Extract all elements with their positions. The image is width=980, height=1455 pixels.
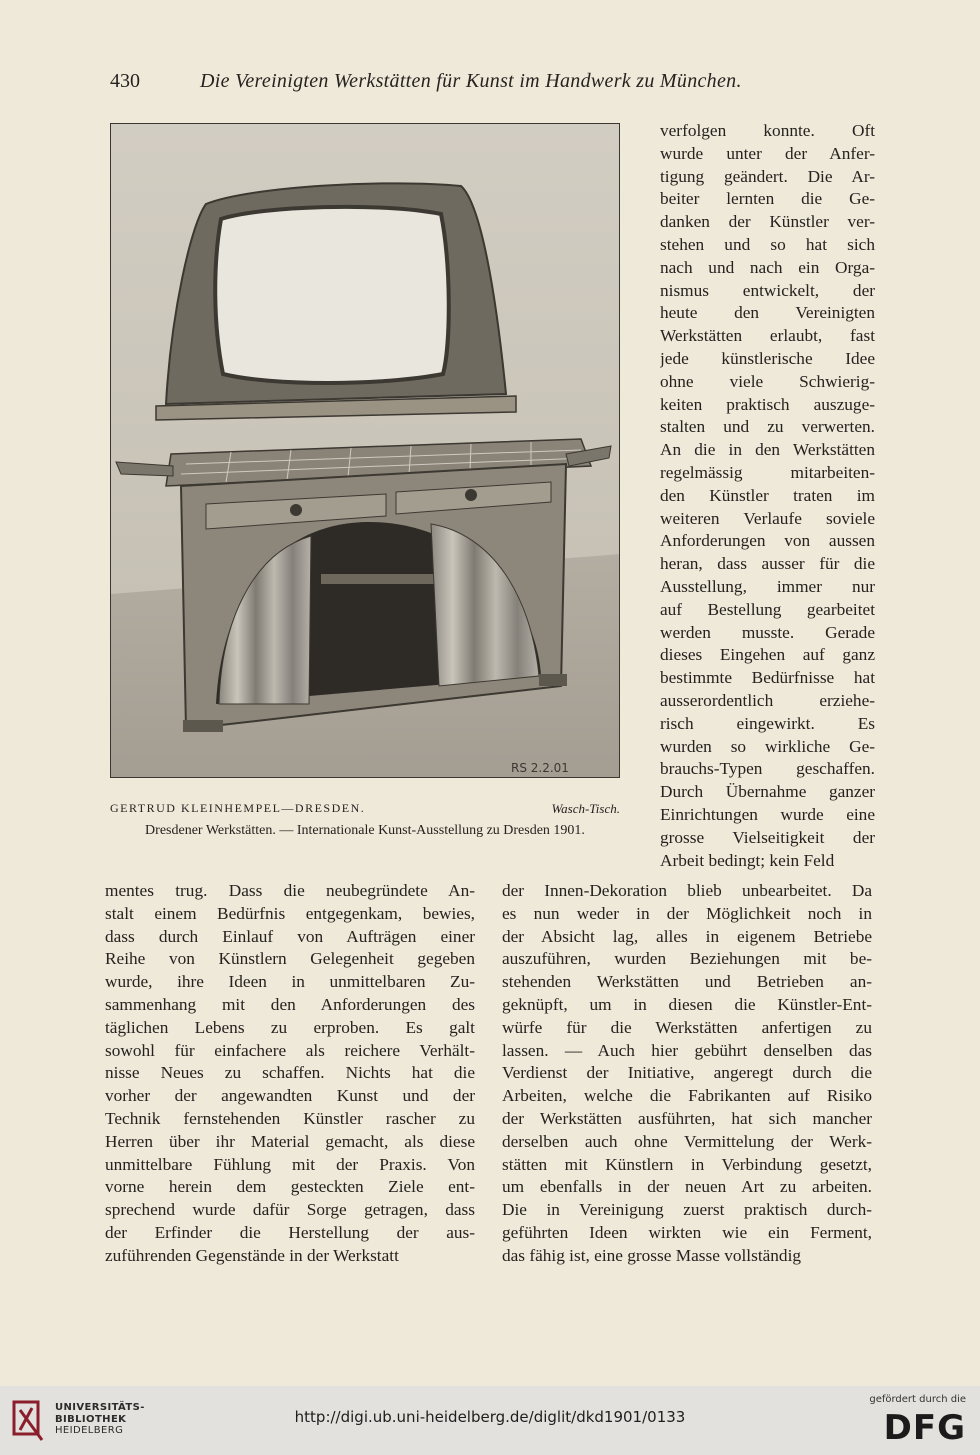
text-line: das fähig ist, eine grosse Masse vollständig	[502, 1245, 802, 1265]
text-line: brauchs-Typen geschaffen.	[660, 759, 875, 779]
text-line: jede künstlerische Idee	[660, 348, 875, 368]
text-line: Anforderungen von aussen	[660, 531, 875, 551]
text-line: Die in Vereinigung zuerst praktisch durch-	[502, 1200, 872, 1220]
text-line: der Werkstätten ausführten, hat sich mancher	[502, 1108, 872, 1128]
text-line: Werkstätten erlaubt, fast	[660, 326, 875, 346]
text-line: beiter lernten die Ge-	[660, 189, 875, 209]
text-line: risch eingewirkt. Es	[660, 713, 875, 733]
text-line: werden musste. Gerade	[660, 622, 875, 642]
text-line: der Erfinder die Herstellung der aus-	[105, 1222, 475, 1242]
text-line: stalten und zu verwerten.	[660, 417, 875, 437]
text-line: Durch Übernahme ganzer	[660, 782, 875, 802]
right-column-text	[660, 120, 875, 872]
text-line: grosse Vielseitigkeit der	[660, 827, 875, 847]
text-line: tigung geändert. Die Ar-	[660, 166, 875, 186]
page-number: 430	[110, 70, 140, 92]
text-line: Reihe von Künstlern Gelegenheit gegeben	[105, 949, 475, 969]
library-line-3: HEIDELBERG	[55, 1425, 124, 1436]
text-line: weiteren Verlaufe soviele	[660, 508, 875, 528]
text-line: Ausstellung, immer nur	[660, 576, 875, 596]
text-line: heute den Vereinigten	[660, 303, 875, 323]
text-line: stehen und so hat sich	[660, 234, 875, 254]
text-line: den Künstler traten im	[660, 485, 875, 505]
library-line-1: UNIVERSITÄTS-	[55, 1402, 145, 1413]
text-line: ausserordentlich erziehe-	[660, 690, 875, 710]
figure-caption	[110, 801, 620, 821]
washstand-illustration	[111, 124, 620, 778]
text-line: geführten Ideen wirkten wie ein Ferment,	[502, 1222, 872, 1242]
caption-exhibition: Dresdener Werkstätten. — Internationale Kunst-Ausstellung zu Dresden 1901.	[145, 823, 585, 838]
bottom-right-column-text	[502, 880, 872, 1268]
text-line: verfolgen konnte. Oft	[660, 121, 875, 140]
running-title: Die Vereinigten Werkstätten für Kunst im Handwerk zu München.	[200, 70, 742, 92]
text-line: sowohl für einfachere als reichere Verhält-	[105, 1040, 475, 1060]
text-line: vorher der angewandten Kunst und der	[105, 1086, 475, 1106]
text-line: wurde, ihre Ideen in unmittelbaren Zu-	[105, 972, 475, 992]
running-header	[110, 70, 880, 100]
text-line: heran, dass ausser für die	[660, 554, 875, 574]
text-line: sammenhang mit den Anforderungen des	[105, 994, 475, 1014]
text-line: derselben auch ohne Vermittelung der Werk-	[502, 1131, 872, 1151]
photo-mark: RS 2.2.01	[511, 761, 569, 775]
text-line: unmittelbare Fühlung mit der Praxis. Von	[105, 1154, 475, 1174]
text-line: dass durch Einlauf von Aufträgen einer	[105, 926, 475, 946]
dfg-logo: DFG	[883, 1408, 966, 1448]
text-line: geknüpft, um in diesen die Künstler-Ent-	[502, 994, 872, 1014]
caption-object: Wasch-Tisch.	[551, 801, 620, 816]
text-line: keiten praktisch auszuge-	[660, 394, 875, 414]
text-line: mentes trug. Dass die neubegründete An-	[105, 881, 475, 900]
text-line: danken der Künstler ver-	[660, 212, 875, 232]
text-line: lassen. — Auch hier gebührt denselben das	[502, 1040, 872, 1060]
text-line: dieses Eingehen auf ganz	[660, 645, 875, 665]
text-line: nisse Neues zu schaffen. Nichts hat die	[105, 1063, 475, 1083]
text-line: Arbeit bedingt; kein Feld	[660, 850, 835, 870]
text-line: Einrichtungen wurde eine	[660, 804, 875, 824]
funding-label: gefördert durch die	[869, 1394, 966, 1405]
library-line-2: BIBLIOTHEK	[55, 1413, 127, 1425]
text-line: Arbeiten, welche die Fabrikanten auf Risiko	[502, 1086, 872, 1106]
source-url[interactable]: http://digi.ub.uni-heidelberg.de/diglit/dkd1901/0133	[294, 1408, 686, 1426]
washstand-photograph	[110, 123, 620, 778]
text-line: nismus entwickelt, der	[660, 280, 875, 300]
text-line: würfe für die Werkstätten anfertigen zu	[502, 1017, 872, 1037]
text-line: bestimmte Bedürfnisse hat	[660, 668, 875, 688]
text-line: regelmässig mitarbeiten-	[660, 462, 875, 482]
text-line: An die in den Werkstätten	[660, 440, 875, 460]
text-line: zuführenden Gegenstände in der Werkstatt	[105, 1245, 399, 1265]
caption-artist: GERTRUD KLEINHEMPEL—DRESDEN.	[110, 801, 366, 815]
text-line: es nun weder in der Möglichkeit noch in	[502, 903, 872, 923]
text-line: auszuführen, wurden Beziehungen mit be-	[502, 949, 872, 969]
footer-bar	[0, 1386, 980, 1455]
text-line: nach und nach ein Orga-	[660, 257, 875, 277]
text-line: Herren über ihr Material gemacht, als diese	[105, 1131, 475, 1151]
text-line: Verdienst der Initiative, angeregt durch die	[502, 1063, 872, 1083]
text-line: stehenden Werkstätten und Betrieben an-	[502, 972, 872, 992]
text-line: Technik fernstehenden Künstler rascher zu	[105, 1108, 475, 1128]
text-line: ohne viele Schwierig-	[660, 371, 875, 391]
text-line: sprechend wurde dafür Sorge getragen, dass	[105, 1200, 475, 1220]
text-line: stätten mit Künstlern in Verbindung gesetzt,	[502, 1154, 872, 1174]
text-line: auf Bestellung gearbeitet	[660, 599, 875, 619]
text-line: stalt einem Bedürfnis entgegenkam, bewies,	[105, 903, 475, 923]
text-line: vorne herein dem gesteckten Ziele ent-	[105, 1177, 475, 1197]
text-line: wurde unter der Anfer-	[660, 143, 875, 163]
text-line: wurden so wirkliche Ge-	[660, 736, 875, 756]
text-line: um ebenfalls in der neuen Art zu arbeiten.	[502, 1177, 872, 1197]
text-line: täglichen Lebens zu erproben. Es galt	[105, 1017, 475, 1037]
text-line: der Innen-Dekoration blieb unbearbeitet. Da	[502, 881, 872, 900]
left-column-text	[105, 880, 475, 1268]
text-line: der Absicht lag, alles in eigenem Betriebe	[502, 926, 872, 946]
